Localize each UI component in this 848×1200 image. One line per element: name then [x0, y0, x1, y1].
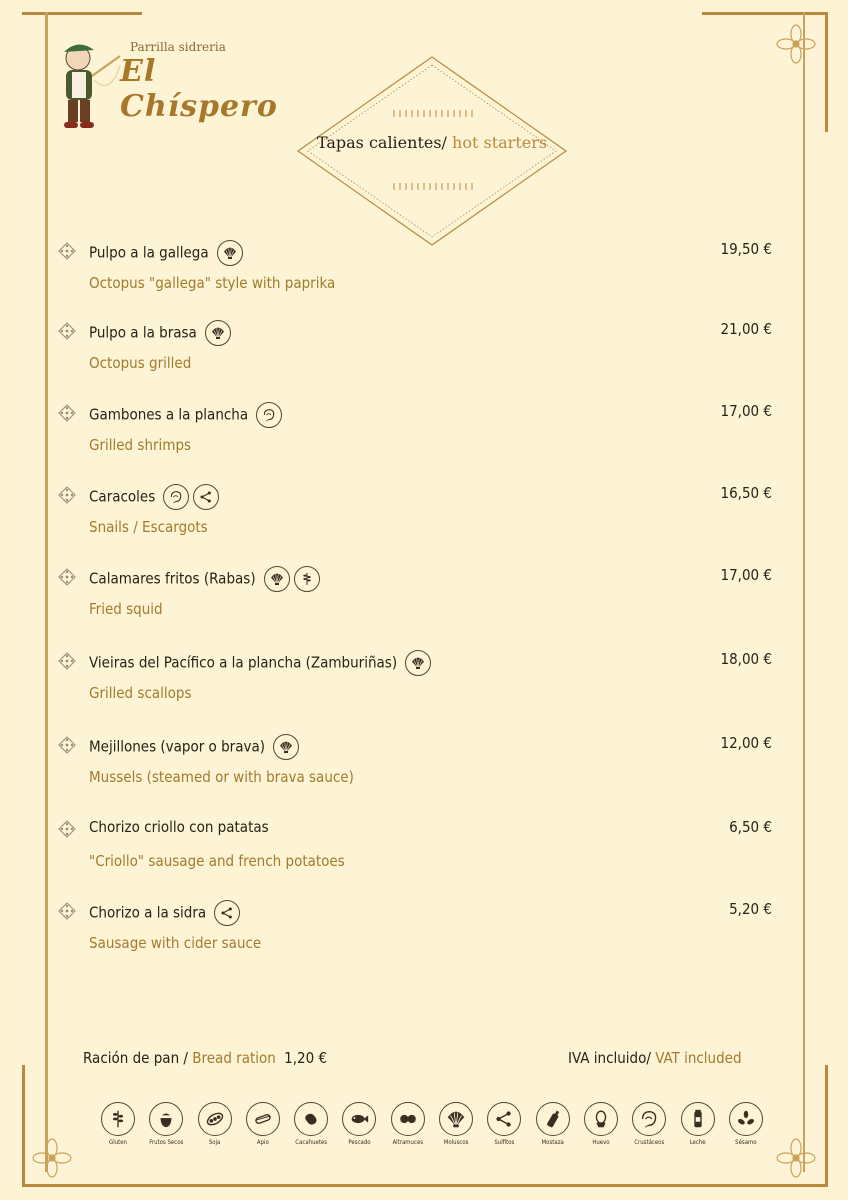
- vat-note: [568, 1049, 742, 1067]
- legend-item: [339, 1102, 379, 1154]
- frame-bottom-h: [22, 1184, 828, 1187]
- item-name-text: Chorizo a la sidra: [89, 903, 207, 922]
- diamond-bullet-icon: [58, 736, 76, 754]
- item-name: [89, 900, 240, 926]
- gluten-icon: [294, 566, 320, 592]
- item-name-text: Mejillones (vapor o brava): [89, 737, 265, 756]
- sulphites-icon: [487, 1102, 521, 1136]
- legend-label: Mostaza: [541, 1139, 564, 1146]
- sulphites-icon: [193, 484, 219, 510]
- item-allergens: [273, 734, 299, 760]
- bread-ration: [83, 1049, 327, 1067]
- diamond-bullet-icon: [58, 486, 76, 504]
- diamond-bullet-icon: [58, 322, 76, 340]
- peanut-icon: [294, 1102, 328, 1136]
- menu-item: [58, 900, 778, 970]
- item-description: "Criollo" sausage and french potatoes: [89, 852, 345, 870]
- diamond-bullet-icon: [58, 652, 76, 670]
- legend-item: [291, 1102, 331, 1154]
- item-description: Grilled scallops: [89, 684, 192, 702]
- menu-item: [58, 734, 778, 804]
- item-allergens: [163, 484, 219, 510]
- diamond-bullet-icon: [58, 820, 76, 838]
- bread-label-es: Ración de pan /: [83, 1049, 188, 1067]
- brand-logo: [50, 36, 310, 146]
- item-price: 16,50 €: [720, 484, 772, 502]
- item-price: 18,00 €: [720, 650, 772, 668]
- item-description: Snails / Escargots: [89, 518, 208, 536]
- mollusc-icon: [205, 320, 231, 346]
- crustacean-icon: [256, 402, 282, 428]
- bread-price: 1,20 €: [284, 1049, 328, 1067]
- legend-label: Apio: [256, 1139, 269, 1146]
- frame-right-v: [803, 12, 805, 1172]
- legend-label: Cacahuetes: [295, 1139, 328, 1146]
- frame-top-left-h: [22, 12, 142, 15]
- item-price: 17,00 €: [720, 566, 772, 584]
- sesame-icon: [729, 1102, 763, 1136]
- item-price: 6,50 €: [729, 818, 772, 836]
- legend-label: Soja: [208, 1139, 221, 1146]
- item-name-text: Gambones a la plancha: [89, 405, 249, 424]
- diamond-bullet-icon: [58, 404, 76, 422]
- menu-item: [58, 320, 778, 390]
- item-description: Grilled shrimps: [89, 436, 192, 454]
- legend-label: Gluten: [109, 1139, 127, 1146]
- item-price: 5,20 €: [729, 900, 772, 918]
- item-name-text: Pulpo a la brasa: [89, 323, 197, 342]
- frame-bottom-right-v: [825, 1065, 828, 1187]
- brand-subtitle: Parrilla sidreria: [130, 40, 226, 54]
- item-name: [89, 484, 219, 510]
- mollusc-icon: [217, 240, 243, 266]
- legend-item: [146, 1102, 186, 1154]
- sulphites-icon: [214, 900, 240, 926]
- lupin-icon: [391, 1102, 425, 1136]
- item-price: 17,00 €: [720, 402, 772, 420]
- brand-name: El Chíspero: [120, 54, 278, 124]
- item-name-text: Vieiras del Pacífico a la plancha (Zamburiñas): [89, 653, 398, 672]
- item-price: 12,00 €: [720, 734, 772, 752]
- menu-item: [58, 240, 778, 310]
- allergen-legend: [98, 1102, 766, 1154]
- diamond-bullet-icon: [58, 242, 76, 260]
- section-title-es: Tapas calientes/: [316, 133, 447, 152]
- item-description: Octopus "gallega" style with paprika: [89, 274, 336, 292]
- legend-item: [726, 1102, 766, 1154]
- frame-top-right-h: [702, 12, 828, 15]
- item-name-text: Caracoles: [89, 487, 156, 506]
- menu-item: [58, 484, 778, 554]
- flower-ornament-bottom-left: [28, 1134, 76, 1182]
- legend-item: [243, 1102, 283, 1154]
- diamond-bullet-icon: [58, 568, 76, 586]
- flower-ornament-top-right: [772, 20, 820, 68]
- legend-label: Leche: [689, 1139, 706, 1146]
- legend-item: [581, 1102, 621, 1154]
- mollusc-icon: [439, 1102, 473, 1136]
- celery-icon: [246, 1102, 280, 1136]
- item-price: 21,00 €: [720, 320, 772, 338]
- item-allergens: [256, 402, 282, 428]
- menu-item: [58, 566, 778, 636]
- legend-item: [533, 1102, 573, 1154]
- crustacean-icon: [632, 1102, 666, 1136]
- mollusc-icon: [405, 650, 431, 676]
- menu-item: [58, 818, 778, 888]
- legend-label: Huevo: [592, 1139, 610, 1146]
- bread-label-en: Bread ration: [192, 1049, 276, 1067]
- section-title: [296, 133, 568, 152]
- item-allergens: [217, 240, 243, 266]
- legend-label: Sésamo: [735, 1139, 757, 1146]
- item-allergens: [205, 320, 231, 346]
- legend-item: [484, 1102, 524, 1154]
- item-description: Fried squid: [89, 600, 163, 618]
- item-description: Sausage with cider sauce: [89, 934, 262, 952]
- gluten-icon: [101, 1102, 135, 1136]
- legend-item: [195, 1102, 235, 1154]
- vat-label-en: VAT included: [655, 1049, 742, 1067]
- item-name-text: Chorizo criollo con patatas: [89, 818, 269, 836]
- mustard-icon: [536, 1102, 570, 1136]
- menu-item: [58, 402, 778, 472]
- item-description: Octopus grilled: [89, 354, 192, 372]
- item-allergens: [405, 650, 431, 676]
- item-name: [89, 240, 243, 266]
- flower-ornament-bottom-right: [772, 1134, 820, 1182]
- soy-icon: [198, 1102, 232, 1136]
- legend-label: Pescado: [348, 1139, 371, 1146]
- legend-item: [629, 1102, 669, 1154]
- legend-label: Crustáceos: [634, 1139, 665, 1146]
- item-name: [89, 402, 282, 428]
- item-name: [89, 566, 320, 592]
- section-title-badge: [296, 55, 568, 247]
- item-allergens: [264, 566, 320, 592]
- vat-label-es: IVA incluido/: [568, 1049, 651, 1067]
- diamond-bullet-icon: [58, 902, 76, 920]
- legend-item: [98, 1102, 138, 1154]
- legend-label: Moluscos: [443, 1139, 469, 1146]
- milk-icon: [681, 1102, 715, 1136]
- legend-item: [678, 1102, 718, 1154]
- item-name-text: Pulpo a la gallega: [89, 243, 209, 262]
- legend-item: [388, 1102, 428, 1154]
- section-title-en: hot starters: [452, 133, 548, 152]
- fish-icon: [342, 1102, 376, 1136]
- frame-top-left-v: [45, 12, 48, 1172]
- mollusc-icon: [273, 734, 299, 760]
- frame-top-right-v: [825, 12, 828, 132]
- mollusc-icon: [264, 566, 290, 592]
- legend-label: Altramuces: [392, 1139, 424, 1146]
- item-name-text: Calamares fritos (Rabas): [89, 569, 256, 588]
- legend-label: Frutos Secos: [149, 1139, 184, 1146]
- item-name: [89, 320, 231, 346]
- item-description: Mussels (steamed or with brava sauce): [89, 768, 354, 786]
- crustacean-icon: [163, 484, 189, 510]
- menu-item: [58, 650, 778, 720]
- egg-icon: [584, 1102, 618, 1136]
- item-name: [89, 650, 431, 676]
- legend-label: Sulfitos: [494, 1139, 515, 1146]
- item-price: 19,50 €: [720, 240, 772, 258]
- legend-item: [436, 1102, 476, 1154]
- nuts-icon: [149, 1102, 183, 1136]
- mascot-illustration: [50, 36, 125, 141]
- item-allergens: [214, 900, 240, 926]
- item-name: [89, 734, 299, 760]
- frame-bottom-left-v: [22, 1065, 25, 1185]
- item-name: [89, 818, 269, 836]
